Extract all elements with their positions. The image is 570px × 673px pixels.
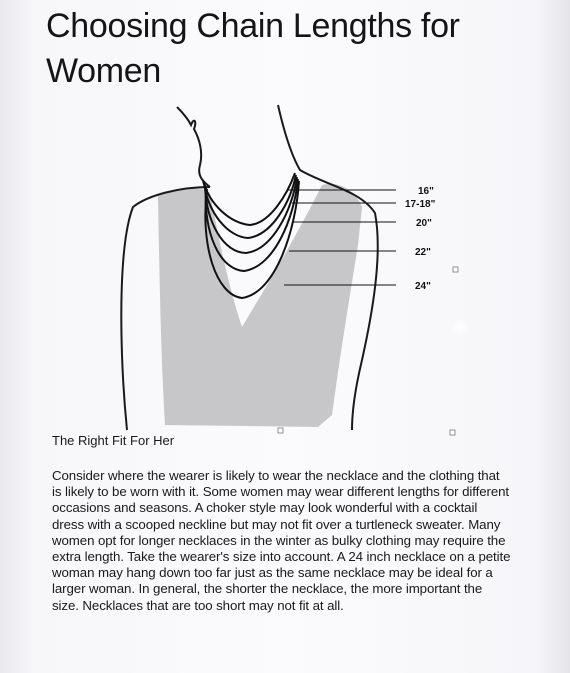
resize-handle-corner[interactable] — [450, 430, 455, 435]
length-label-17-18: 17-18" — [405, 199, 436, 210]
resize-handle-bottom[interactable] — [278, 428, 283, 433]
title-line-2: Women — [46, 52, 162, 90]
screen-glare — [450, 318, 470, 336]
necklace-length-diagram — [100, 95, 480, 440]
length-label-24: 24" — [415, 281, 431, 292]
length-label-20: 20" — [416, 218, 432, 229]
section-paragraph: Consider where the wearer is likely to wear the necklace and the clothing that is likely to be worn with it. Some women may wear different lengths for different occasions and seasons. A choker style may look wonderful with a cocktail dress with a scooped neckline but may not fit over a turtleneck sweater. Many women opt for longer necklaces in the winter as bulky clothing may require the extra length. Take the wearer's size into account. A 24 inch necklace on a petite woman may hang down too far just as the same necklace may be ideal for a larger woman. In general, the shorter the necklace, the more important the size. Necklaces that are too short may not fit at all. — [52, 468, 511, 613]
diagram-svg — [100, 95, 480, 440]
resize-handle-right[interactable] — [453, 267, 458, 272]
head-chin-outline — [177, 107, 210, 187]
length-label-16: 16" — [418, 186, 434, 197]
section-heading: The Right Fit For Her — [52, 433, 175, 448]
title-line-1: Choosing Chain Lengths for — [46, 7, 460, 45]
garment-shape — [158, 184, 362, 427]
length-label-22: 22" — [415, 247, 431, 258]
page-title — [46, 4, 546, 94]
